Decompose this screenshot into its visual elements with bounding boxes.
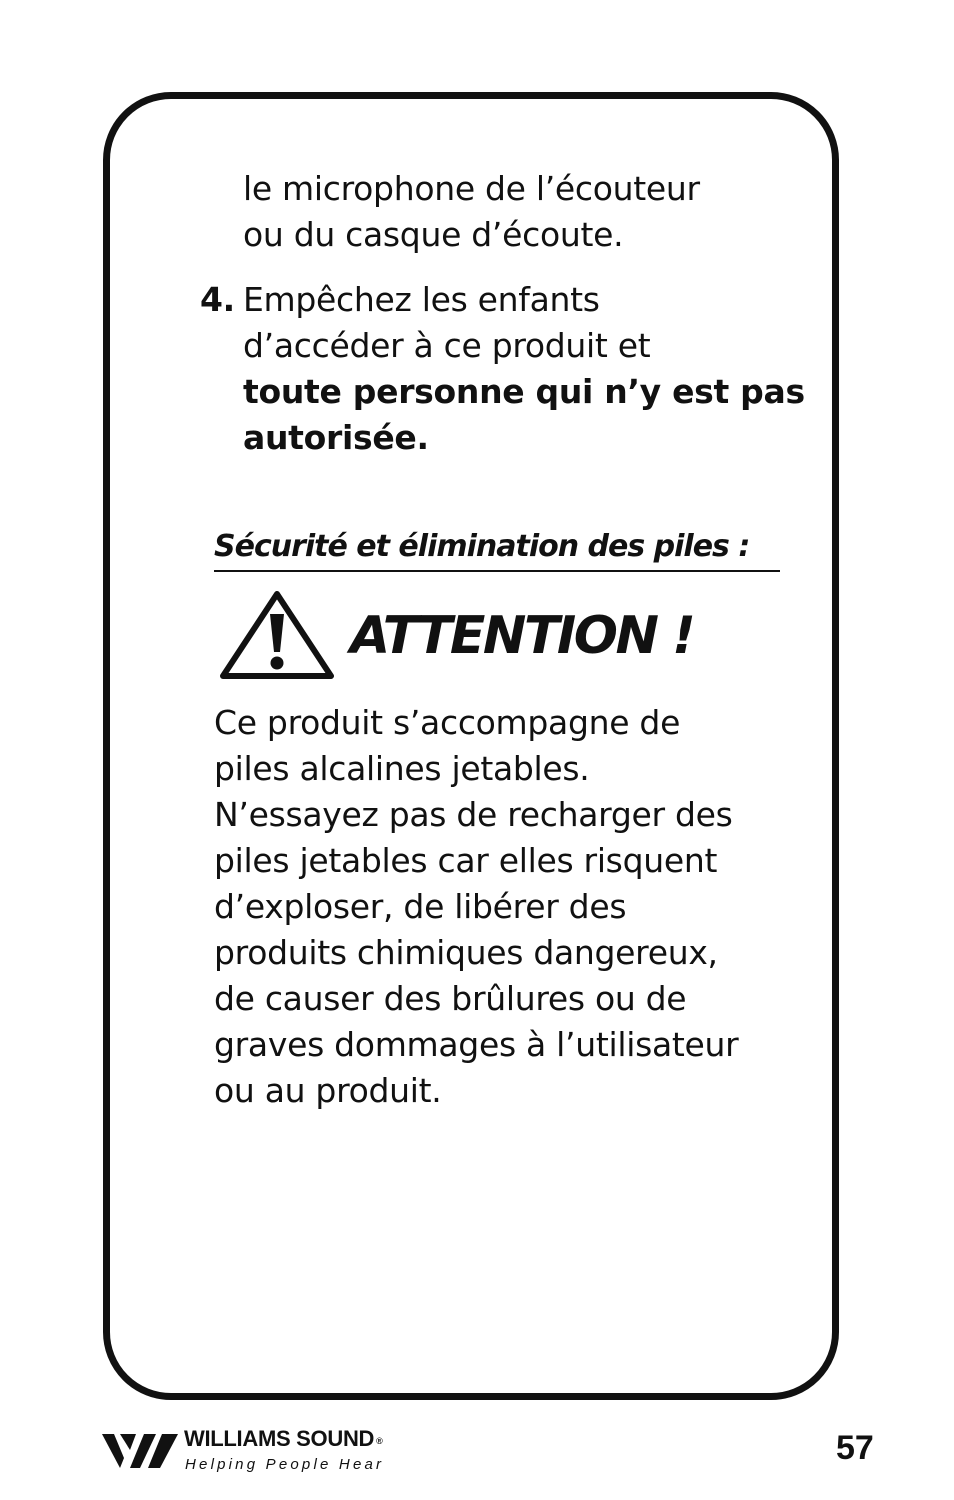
warning-label: ATTENTION ! [350, 606, 694, 666]
item-number: 4. [200, 280, 235, 319]
item-bold-line: toute personne qui n’y est pas [243, 372, 805, 411]
paragraph-line: produits chimiques dangereux, [214, 933, 718, 972]
continuation-text [243, 166, 700, 258]
section-heading: Sécurité et élimination des piles : [214, 526, 780, 572]
warning-triangle-icon [218, 588, 336, 680]
brand-text: WILLIAMS SOUND [184, 1426, 375, 1451]
brand-name [184, 1426, 382, 1452]
paragraph-line: d’exploser, de libérer des [214, 887, 627, 926]
item-bold-line: autorisée. [243, 418, 429, 457]
continuation-line: ou du casque d’écoute. [243, 215, 624, 254]
item-body [243, 277, 805, 461]
paragraph-line: piles alcalines jetables. [214, 749, 590, 788]
paragraph-line: piles jetables car elles risquent [214, 841, 718, 880]
item-line: Empêchez les enfants [243, 280, 600, 319]
battery-warning-paragraph [214, 700, 738, 1114]
page-number: 57 [836, 1429, 874, 1467]
brand-tagline: Helping People Hear [185, 1456, 385, 1473]
paragraph-line: N’essayez pas de recharger des [214, 795, 733, 834]
registered-mark: ® [376, 1436, 383, 1446]
paragraph-line: de causer des brûlures ou de [214, 979, 687, 1018]
williams-sound-logo [100, 1428, 180, 1472]
continuation-line: le microphone de l’écouteur [243, 169, 700, 208]
paragraph-line: graves dommages à l’utilisateur [214, 1025, 739, 1064]
item-line: d’accéder à ce produit et [243, 326, 651, 365]
paragraph-line: ou au produit. [214, 1071, 442, 1110]
paragraph-line: Ce produit s’accompagne de [214, 703, 681, 742]
